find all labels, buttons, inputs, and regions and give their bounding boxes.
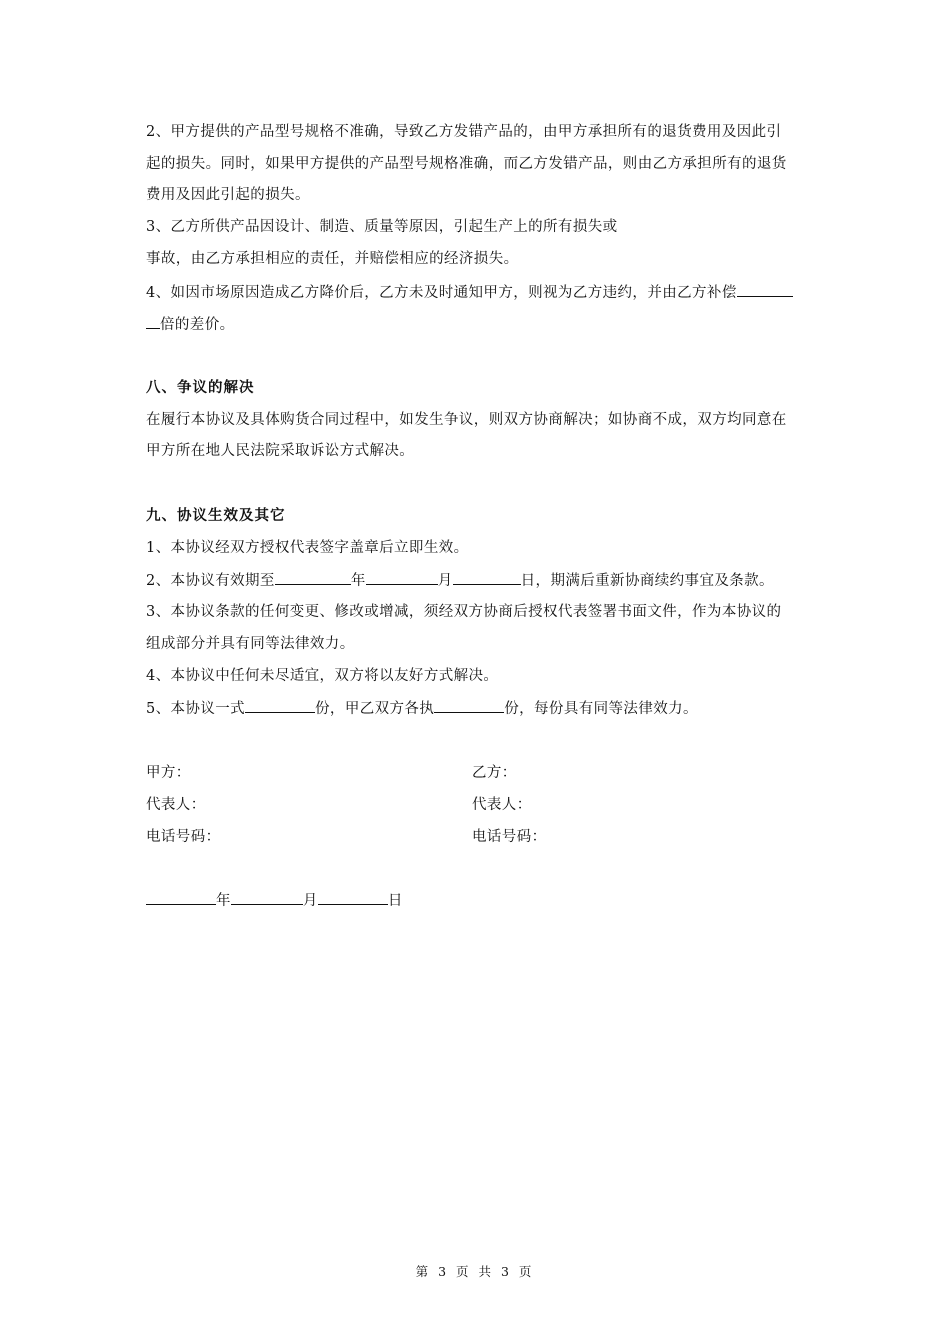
- section9-item5: 5、本协议一式 份，甲乙双方各执 份，每份具有同等法律效力。: [146, 698, 698, 719]
- party-a-representative-label: 代表人：: [146, 797, 206, 813]
- section7-item3-line2: 事故，由乙方承担相应的责任，并赔偿相应的经济损失。: [146, 251, 519, 267]
- validity-year-blank: [275, 570, 351, 585]
- page-number-footer: 第 3 页 共 3 页: [415, 1264, 535, 1279]
- compensation-multiple-blank-cont: [146, 314, 160, 329]
- validity-month-blank: [366, 570, 438, 585]
- party-b-phone-label: 电话号码：: [472, 829, 547, 845]
- signing-day-blank: [318, 890, 388, 905]
- validity-day-blank: [453, 570, 521, 585]
- section7-item2-line1: 2、甲方提供的产品型号规格不准确，导致乙方发错产品的，由甲方承担所有的退货费用及因此引: [146, 124, 782, 140]
- copies-each-blank: [434, 698, 504, 713]
- party-b-label: 乙方：: [472, 765, 517, 781]
- section9-item4: 4、本协议中任何未尽适宜，双方将以友好方式解决。: [146, 668, 499, 684]
- copies-count-blank: [245, 698, 315, 713]
- section9-item2: 2、本协议有效期至 年 月 日，期满后重新协商续约事宜及条款。: [146, 570, 774, 591]
- section7-item2-line2: 起的损失。同时，如果甲方提供的产品型号规格准确，而乙方发错产品，则由乙方承担所有的退货: [146, 156, 787, 172]
- section8-line2: 甲方所在地人民法院采取诉讼方式解决。: [146, 443, 415, 459]
- party-a-label: 甲方：: [146, 765, 191, 781]
- signing-month-blank: [231, 890, 303, 905]
- party-a-phone-label: 电话号码：: [146, 829, 221, 845]
- section8-title: 八、争议的解决: [146, 379, 255, 396]
- section9-item3-line1: 3、本协议条款的任何变更、修改或增减，须经双方协商后授权代表签署书面文件，作为本协议的: [146, 604, 782, 620]
- section7-item4-line2: 倍的差价。: [146, 314, 235, 335]
- section9-title: 九、协议生效及其它: [146, 507, 286, 524]
- signing-date: 年 月 日: [146, 890, 403, 911]
- section9-item3-line2: 组成部分并具有同等法律效力。: [146, 636, 355, 652]
- signing-year-blank: [146, 890, 216, 905]
- compensation-multiple-blank: [737, 282, 793, 297]
- section7-item2-line3: 费用及因此引起的损失。: [146, 187, 310, 203]
- section7-item3-line1: 3、乙方所供产品因设计、制造、质量等原因，引起生产上的所有损失或: [146, 219, 618, 235]
- section9-item1: 1、本协议经双方授权代表签字盖章后立即生效。: [146, 540, 469, 556]
- section8-line1: 在履行本协议及具体购货合同过程中，如发生争议，则双方协商解决；如协商不成，双方均同意在: [146, 412, 787, 428]
- party-b-representative-label: 代表人：: [472, 797, 532, 813]
- section7-item4-line1: 4、如因市场原因造成乙方降价后，乙方未及时通知甲方，则视为乙方违约，并由乙方补偿: [146, 282, 793, 303]
